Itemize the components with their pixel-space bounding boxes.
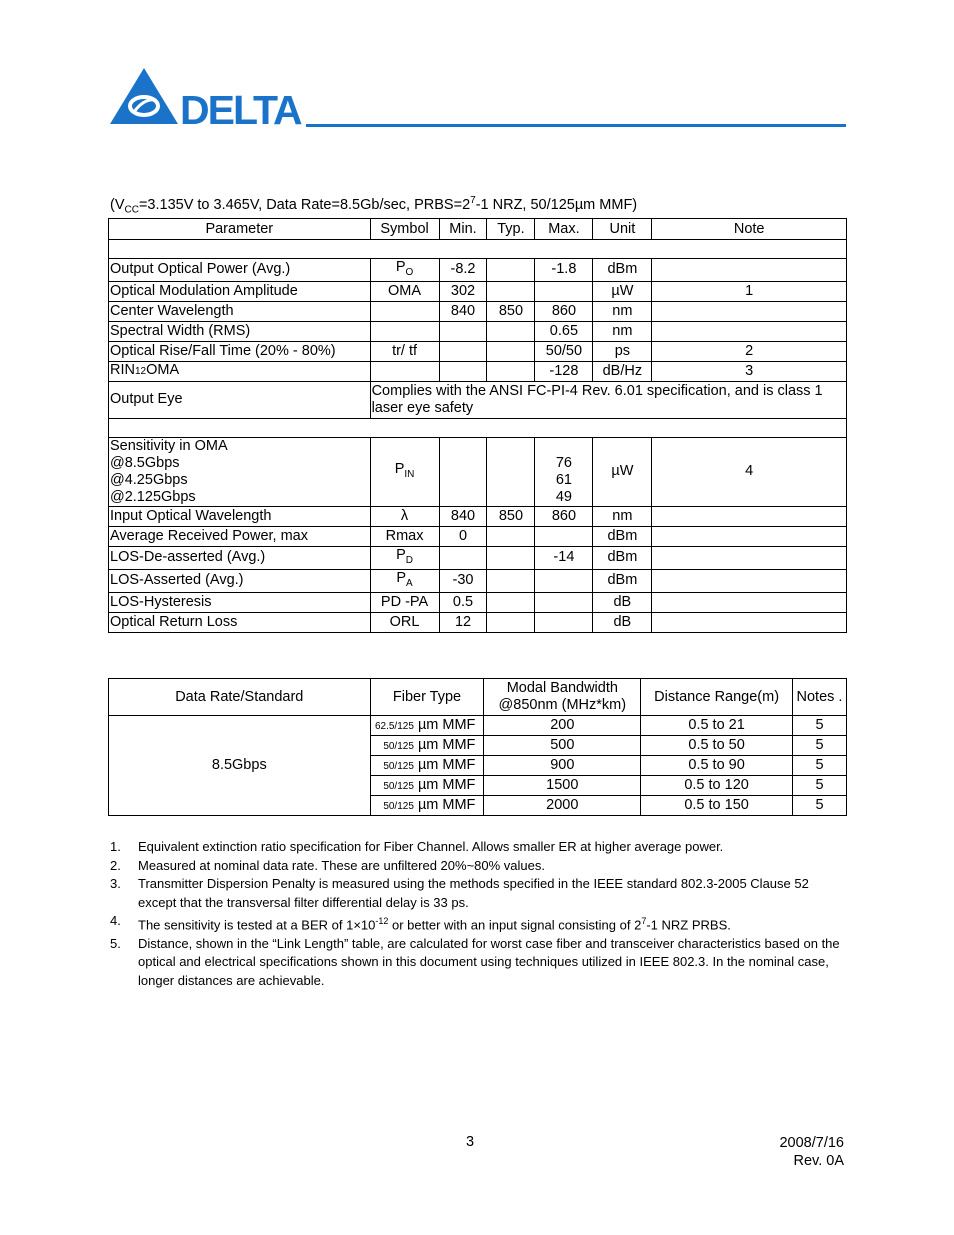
table-row: 50/125 µm MMF 2000 0.5 to 150 5 (109, 796, 847, 816)
header-rule (306, 124, 846, 127)
table-row: LOS-Hysteresis PD -PA 0.5 dB (109, 592, 847, 612)
fiber-type-cell: 50/125 µm MMF (370, 796, 484, 816)
table-row: Input Optical Wavelength λ 840 850 860 nm (109, 506, 847, 526)
test-conditions: ($V_{CC}=3.135V$ to 3.465V, Data Rate=8.5Gb/sec, $PRBS=2^7-1$ NRZ, 50/125µm MMF) (110, 195, 638, 216)
col-header: Notes . (792, 679, 846, 716)
footnote-item: 3. Transmitter Dispersion Penalty is measured using the methods specified in the IEEE standard 802.3-2005 Clause 52 except that the transversal filter differential delay is 33 ps. (110, 876, 809, 910)
fiber-type-cell: 62.5/125 µm MMF (370, 716, 484, 736)
logo-wordmark: DELTA (180, 87, 301, 128)
footer-rev: Rev. 0A (793, 1153, 844, 1169)
table-row-output-eye: Output Eye Complies with the ANSI FC-PI-4 Rev. 6.01 specification, and is class 1 laser eye safety (109, 381, 847, 418)
col-header: Unit (593, 219, 652, 240)
table-row: Output Optical Power (Avg.) $P_O$ -8.2 -1.8 dBm (109, 259, 847, 282)
fiber-type-cell: 50/125 µm MMF (370, 756, 484, 776)
col-header: Max. (535, 219, 593, 240)
footer-date: 2008/7/16 (779, 1135, 844, 1151)
col-header: Data Rate/Standard (109, 679, 371, 716)
table-row: 50/125 µm MMF 500 0.5 to 50 5 (109, 736, 847, 756)
table-header-row (109, 219, 847, 240)
table-row: Optical Rise/Fall Time (20% - 80%) tr/ tf 50/50 ps 2 (109, 341, 847, 361)
delta-logo (108, 66, 304, 128)
optical-spec-table (108, 218, 847, 633)
table-row: 50/125 µm MMF 900 0.5 to 90 5 (109, 756, 847, 776)
table-row: 50/125 µm MMF 1500 0.5 to 120 5 (109, 776, 847, 796)
col-header: Fiber Type (370, 679, 484, 716)
col-header: Typ. (487, 219, 535, 240)
footnote-item: 1. Equivalent extinction ratio specification for Fiber Channel. Allows smaller ER at higher average power. (110, 839, 724, 854)
col-header: Symbol (370, 219, 439, 240)
table-row-rin: RIN12OMA -128 dB/Hz 3 (109, 361, 847, 381)
col-header: Note (652, 219, 847, 240)
fiber-type-cell: 50/125 µm MMF (370, 736, 484, 756)
table-row: Optical Modulation Amplitude OMA 302 µW 1 (109, 281, 847, 301)
col-header: Modal Bandwidth @850nm (MHz*km) (484, 679, 641, 716)
table-row: LOS-Asserted (Avg.) $P_A$ -30 dBm (109, 569, 847, 592)
footnote-item: 2. Measured at nominal data rate. These are unfiltered 20%~80% values. (110, 857, 545, 873)
table-row: 8.5Gbps 62.5/125 µm MMF 200 0.5 to 21 5 (109, 716, 847, 736)
col-header: Parameter (109, 219, 371, 240)
table-row: Average Received Power, max Rmax 0 dBm (109, 526, 847, 546)
table-header-row (109, 679, 847, 716)
footnote-item: 4. The sensitivity is tested at a BER of $1\times 10^{-12}$ or better with an input signal consisting of $2^7-1$ NRZ PRBS. (110, 913, 731, 933)
table-row-sensitivity: Sensitivity in OMA @8.5Gbps @4.25Gbps @2.125Gbps $P_{IN}$ 76 61 49 µW 4 (109, 437, 847, 506)
section-row-receiver (109, 418, 847, 437)
footnotes-list (110, 838, 850, 990)
page-number: 3 (466, 1134, 475, 1150)
table-row: Spectral Width (RMS) 0.65 nm (109, 321, 847, 341)
footer-revision (779, 1134, 844, 1170)
fiber-type-cell: 50/125 µm MMF (370, 776, 484, 796)
col-header: Min. (439, 219, 487, 240)
table-row: LOS-De-asserted (Avg.) $P_D$ -14 dBm (109, 546, 847, 569)
data-rate-cell: 8.5Gbps (109, 716, 371, 816)
table-row: Optical Return Loss ORL 12 dB (109, 612, 847, 632)
col-header: Distance Range(m) (641, 679, 793, 716)
table-row: Center Wavelength 840 850 860 nm (109, 301, 847, 321)
link-length-table (108, 678, 847, 816)
section-row-transmitter (109, 240, 847, 259)
footnote-item: 5. Distance, shown in the “Link Length” table, are calculated for worst case fiber and transceiver characteristics based on the optical and electrical specifications shown in this document using techniques utilized in IEEE 802.3. In the nominal case, longer distances are achievable. (110, 935, 840, 988)
